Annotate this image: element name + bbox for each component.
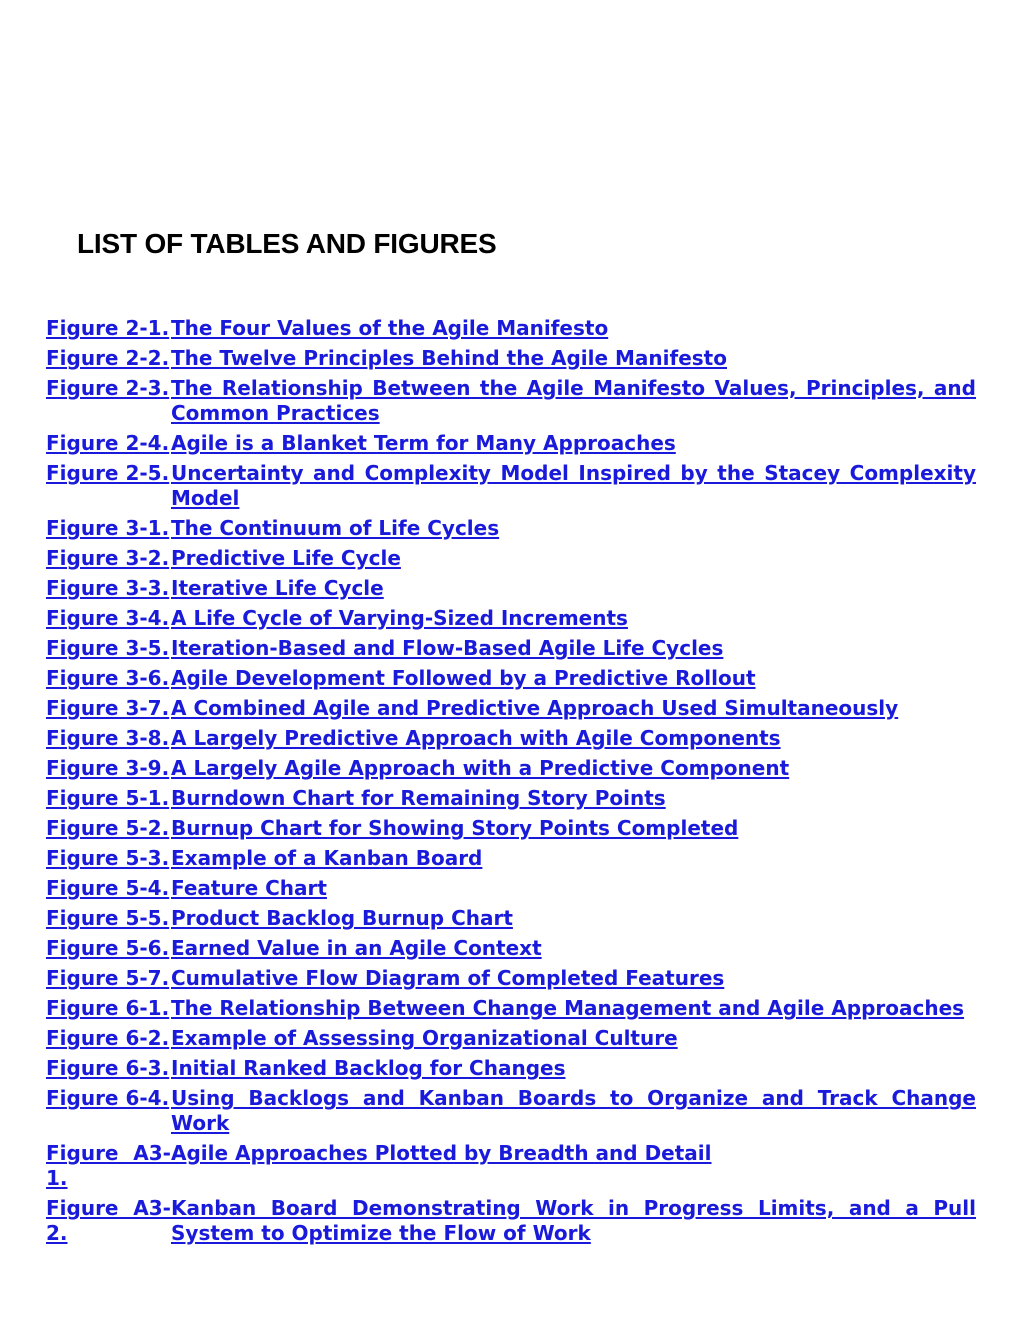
figure-number-link[interactable]: Figure 6-2. — [46, 1026, 170, 1050]
figure-number-link[interactable]: Figure 5-1. — [46, 786, 170, 810]
figure-number-link[interactable]: Figure 3-3. — [46, 576, 170, 600]
toc-entry — [46, 606, 976, 636]
toc-entry — [46, 1056, 976, 1086]
figure-title-link[interactable]: Agile Development Followed by a Predictive Rollout — [171, 666, 756, 690]
figure-title-link[interactable]: The Twelve Principles Behind the Agile Manifesto — [171, 346, 727, 370]
figure-title-link[interactable]: Agile Approaches Plotted by Breadth and Detail — [171, 1141, 712, 1165]
toc-entry-label-cell — [46, 1196, 171, 1251]
figure-title-link[interactable]: A Life Cycle of Varying-Sized Increments — [171, 606, 628, 630]
toc-entry-label-cell — [46, 816, 171, 846]
toc-entry-label-cell — [46, 1086, 171, 1141]
toc-entry-title-cell — [171, 1086, 976, 1141]
toc-entry-title-cell — [171, 696, 976, 726]
toc-entry-title-cell — [171, 666, 976, 696]
toc-entry-title-cell — [171, 786, 976, 816]
toc-entry-title-cell — [171, 936, 976, 966]
toc-entry — [46, 576, 976, 606]
figure-title-link[interactable]: Burnup Chart for Showing Story Points Completed — [171, 816, 739, 840]
toc-entry — [46, 636, 976, 666]
figure-number-link[interactable]: Figure 5-3. — [46, 846, 170, 870]
figure-title-link[interactable]: Cumulative Flow Diagram of Completed Features — [171, 966, 725, 990]
toc-entry-label-cell — [46, 666, 171, 696]
toc-entry-title-cell — [171, 996, 976, 1026]
toc-entry — [46, 876, 976, 906]
toc-entry-title-cell — [171, 756, 976, 786]
figure-title-link[interactable]: Feature Chart — [171, 876, 327, 900]
toc-entry-label-cell — [46, 1141, 171, 1196]
figure-title-link[interactable]: The Relationship Between the Agile Manifesto Values, Principles, and Common Practices — [171, 376, 976, 425]
figure-title-link[interactable]: Example of Assessing Organizational Culture — [171, 1026, 678, 1050]
figure-title-link[interactable]: The Relationship Between Change Management and Agile Approaches — [171, 996, 965, 1020]
toc-entry-title-cell — [171, 726, 976, 756]
toc-entry-title-cell — [171, 1026, 976, 1056]
toc-entry-title-cell — [171, 376, 976, 431]
toc-entry-label-cell — [46, 516, 171, 546]
figure-number-link[interactable]: Figure 5-7. — [46, 966, 170, 990]
figure-title-link[interactable]: Uncertainty and Complexity Model Inspired by the Stacey Complexity Model — [171, 461, 976, 510]
page-title: LIST OF TABLES AND FIGURES — [77, 228, 497, 259]
toc-entry-label-cell — [46, 906, 171, 936]
toc-entry-title-cell — [171, 606, 976, 636]
figure-number-link[interactable]: Figure 5-2. — [46, 816, 170, 840]
toc-entry-title-cell — [171, 636, 976, 666]
figure-title-link[interactable]: A Largely Predictive Approach with Agile Components — [171, 726, 781, 750]
figure-number-link[interactable]: Figure 3-1. — [46, 516, 170, 540]
toc-entry-label-cell — [46, 876, 171, 906]
toc-entry — [46, 1196, 976, 1251]
toc-entry-title-cell — [171, 346, 976, 376]
figure-title-link[interactable]: Iterative Life Cycle — [171, 576, 384, 600]
figure-title-link[interactable]: The Continuum of Life Cycles — [171, 516, 500, 540]
toc-entry — [46, 966, 976, 996]
toc-entry-label-cell — [46, 346, 171, 376]
figure-number-link[interactable]: Figure 3-6. — [46, 666, 170, 690]
figure-number-link[interactable]: Figure 3-4. — [46, 606, 170, 630]
figure-number-link[interactable]: Figure 2-4. — [46, 431, 170, 455]
toc-entry-label-cell — [46, 546, 171, 576]
toc-entry — [46, 816, 976, 846]
figure-number-link[interactable]: Figure 6-3. — [46, 1056, 170, 1080]
toc-entry-label-cell — [46, 936, 171, 966]
toc-entry — [46, 376, 976, 431]
figure-list-body — [46, 316, 976, 1251]
toc-entry-title-cell — [171, 1056, 976, 1086]
toc-entry — [46, 726, 976, 756]
toc-entry — [46, 696, 976, 726]
figure-title-link[interactable]: The Four Values of the Agile Manifesto — [171, 316, 609, 340]
figure-number-link[interactable]: Figure 5-4. — [46, 876, 170, 900]
toc-entry-label-cell — [46, 1026, 171, 1056]
figure-number-link[interactable]: Figure 2-5. — [46, 461, 170, 485]
figure-title-link[interactable]: Agile is a Blanket Term for Many Approaches — [171, 431, 676, 455]
toc-entry-title-cell — [171, 576, 976, 606]
figure-title-link[interactable]: Kanban Board Demonstrating Work in Progress Limits, and a Pull System to Optimize the Flow of Work — [171, 1196, 976, 1245]
figure-number-link[interactable]: Figure 2-3. — [46, 376, 170, 400]
toc-entry-label-cell — [46, 1056, 171, 1086]
figure-title-link[interactable]: Iteration-Based and Flow-Based Agile Life Cycles — [171, 636, 724, 660]
toc-entry-label-cell — [46, 966, 171, 996]
figure-title-link[interactable]: Earned Value in an Agile Context — [171, 936, 542, 960]
figure-title-link[interactable]: A Combined Agile and Predictive Approach Used Simultaneously — [171, 696, 899, 720]
toc-entry-title-cell — [171, 431, 976, 461]
figure-number-link[interactable]: Figure 6-4. — [46, 1086, 170, 1110]
toc-entry-title-cell — [171, 461, 976, 516]
toc-entry-title-cell — [171, 876, 976, 906]
figure-number-link[interactable]: Figure 5-5. — [46, 906, 170, 930]
toc-entry-label-cell — [46, 756, 171, 786]
figure-number-link[interactable]: Figure 3-5. — [46, 636, 170, 660]
figure-number-link[interactable]: Figure 5-6. — [46, 936, 170, 960]
toc-entry-title-cell — [171, 816, 976, 846]
figure-number-link[interactable]: Figure 3-7. — [46, 696, 170, 720]
toc-entry — [46, 516, 976, 546]
toc-entry — [46, 316, 976, 346]
figure-title-link[interactable]: Burndown Chart for Remaining Story Points — [171, 786, 666, 810]
figure-number-link[interactable]: Figure 3-2. — [46, 546, 170, 570]
toc-entry — [46, 996, 976, 1026]
toc-entry-label-cell — [46, 376, 171, 431]
figure-number-link[interactable]: Figure A3-1. — [46, 1141, 171, 1190]
figure-title-link[interactable]: Product Backlog Burnup Chart — [171, 906, 513, 930]
toc-entry — [46, 786, 976, 816]
toc-entry-label-cell — [46, 606, 171, 636]
toc-entry — [46, 1086, 976, 1141]
toc-entry-title-cell — [171, 546, 976, 576]
toc-entry-title-cell — [171, 966, 976, 996]
toc-entry — [46, 666, 976, 696]
toc-entry-label-cell — [46, 696, 171, 726]
toc-entry — [46, 431, 976, 461]
toc-entry-label-cell — [46, 846, 171, 876]
toc-entry — [46, 1141, 976, 1196]
toc-entry — [46, 846, 976, 876]
figure-title-link[interactable]: Predictive Life Cycle — [171, 546, 401, 570]
toc-entry-title-cell — [171, 1141, 976, 1196]
toc-entry-title-cell — [171, 516, 976, 546]
toc-entry-title-cell — [171, 906, 976, 936]
toc-entry-title-cell — [171, 316, 976, 346]
toc-entry — [46, 461, 976, 516]
figure-list — [46, 316, 976, 1251]
toc-entry-label-cell — [46, 431, 171, 461]
toc-entry — [46, 756, 976, 786]
figure-title-link[interactable]: Using Backlogs and Kanban Boards to Organize and Track Change Work — [171, 1086, 976, 1135]
figure-title-link[interactable]: Initial Ranked Backlog for Changes — [171, 1056, 566, 1080]
toc-entry-label-cell — [46, 461, 171, 516]
toc-entry-label-cell — [46, 316, 171, 346]
figure-number-link[interactable]: Figure A3-2. — [46, 1196, 171, 1245]
figure-number-link[interactable]: Figure 2-1. — [46, 316, 170, 340]
toc-entry-label-cell — [46, 576, 171, 606]
toc-entry-label-cell — [46, 636, 171, 666]
figure-number-link[interactable]: Figure 6-1. — [46, 996, 170, 1020]
figure-title-link[interactable]: A Largely Agile Approach with a Predictive Component — [171, 756, 790, 780]
toc-entry-title-cell — [171, 1196, 976, 1251]
toc-entry-label-cell — [46, 786, 171, 816]
figure-title-link[interactable]: Example of a Kanban Board — [171, 846, 483, 870]
toc-entry-title-cell — [171, 846, 976, 876]
toc-entry — [46, 546, 976, 576]
toc-entry-label-cell — [46, 726, 171, 756]
toc-entry — [46, 346, 976, 376]
toc-entry — [46, 1026, 976, 1056]
figure-number-link[interactable]: Figure 2-2. — [46, 346, 170, 370]
toc-entry — [46, 906, 976, 936]
toc-entry-label-cell — [46, 996, 171, 1026]
figure-number-link[interactable]: Figure 3-9. — [46, 756, 170, 780]
figure-number-link[interactable]: Figure 3-8. — [46, 726, 170, 750]
toc-entry — [46, 936, 976, 966]
